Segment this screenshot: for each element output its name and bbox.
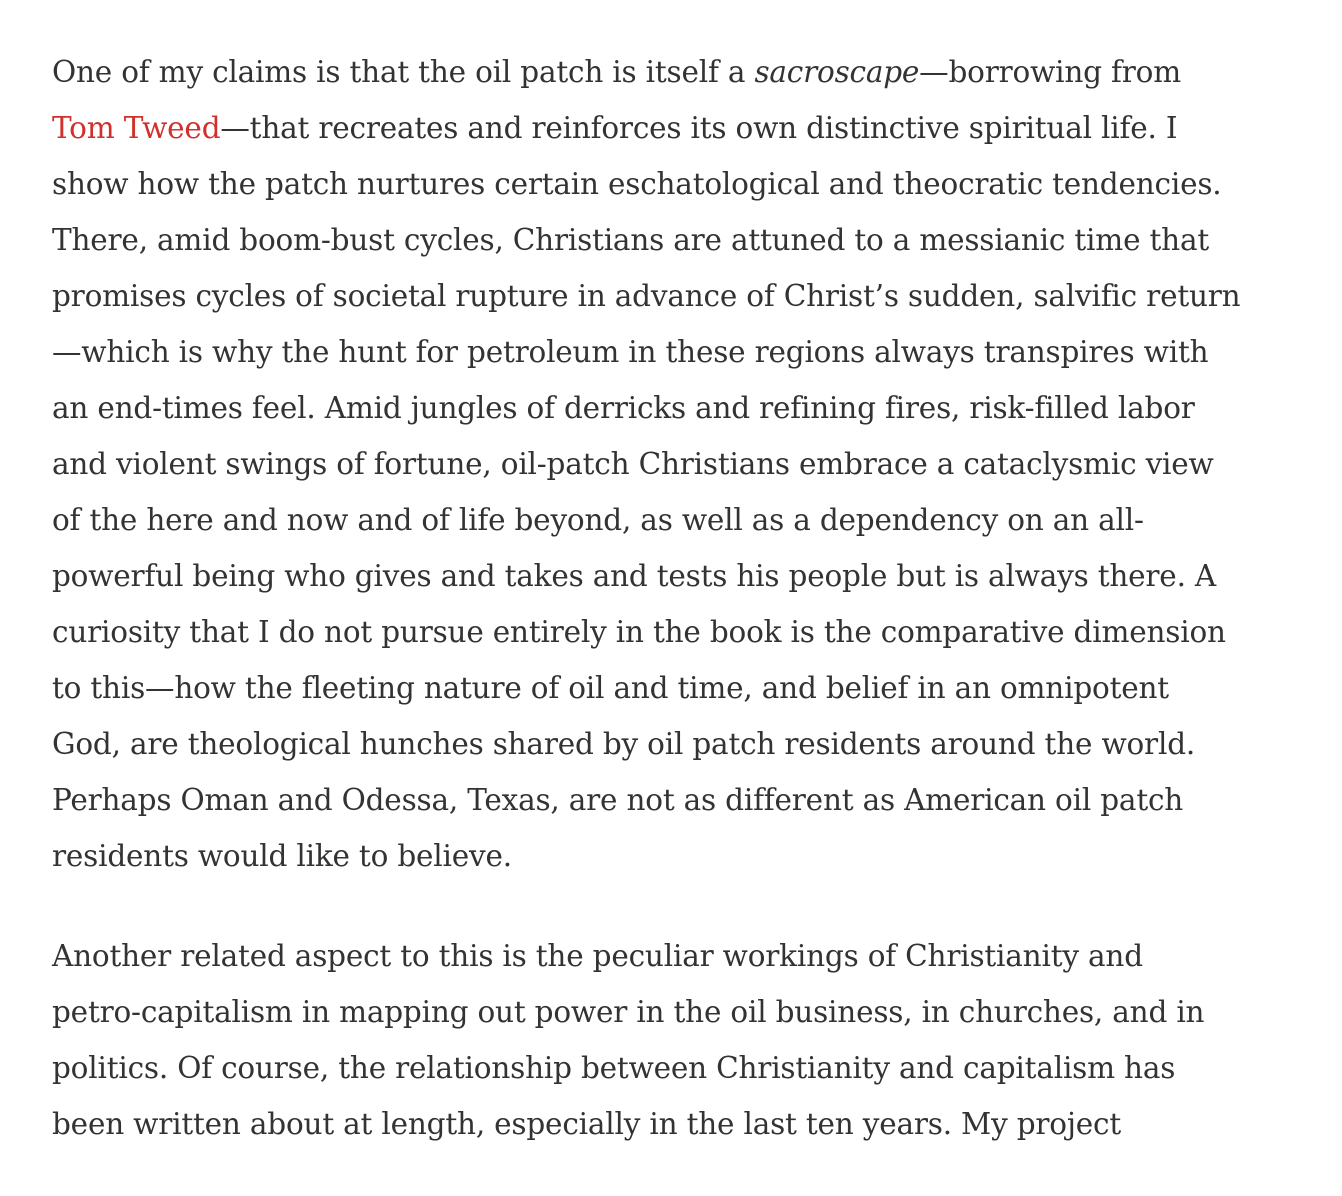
text-line: and violent swings of fortune, oil-patch Christians embrace a cataclysmic view — [52, 447, 1214, 481]
text-line: residents would like to believe. — [52, 839, 512, 873]
text-line: promises cycles of societal rupture in advance of Christ’s sudden, salvific return — [52, 279, 1241, 313]
text-line: There, amid boom-bust cycles, Christians are attuned to a messianic time that — [52, 223, 1209, 257]
text-run: One of my claims is that the oil patch is itself a — [52, 55, 755, 89]
text-run: —borrowing from — [919, 55, 1181, 89]
paragraph-petro-capitalism — [52, 928, 1320, 1152]
text-line: God, are theological hunches shared by oil patch residents around the world. — [52, 727, 1196, 761]
text-line: Another related aspect to this is the peculiar workings of Christianity and — [52, 939, 1143, 973]
text-line: politics. Of course, the relationship between Christianity and capitalism has — [52, 1051, 1176, 1085]
text-line: to this—how the fleeting nature of oil and time, and belief in an omnipotent — [52, 671, 1169, 705]
text-line: powerful being who gives and takes and tests his people but is always there. A — [52, 559, 1217, 593]
text-line — [52, 44, 1320, 100]
text-line: of the here and now and of life beyond, as well as a dependency on an all- — [52, 503, 1144, 537]
text-run: —that recreates and reinforces its own distinctive spiritual life. I — [220, 111, 1178, 145]
paragraph-sacroscape — [52, 44, 1320, 884]
text-line: been written about at length, especially in the last ten years. My project — [52, 1107, 1122, 1141]
text-line: —which is why the hunt for petroleum in these regions always transpires with — [52, 335, 1209, 369]
text-line: petro-capitalism in mapping out power in the oil business, in churches, and in — [52, 995, 1205, 1029]
text-line — [52, 100, 1320, 156]
text-line: Perhaps Oman and Odessa, Texas, are not as different as American oil patch — [52, 783, 1184, 817]
text-line: an end-times feel. Amid jungles of derricks and refining fires, risk-filled labor — [52, 391, 1195, 425]
text-line: show how the patch nurtures certain eschatological and theocratic tendencies. — [52, 167, 1222, 201]
article-body — [52, 44, 1320, 1196]
text-line: curiosity that I do not pursue entirely in the book is the comparative dimension — [52, 615, 1226, 649]
emphasis-sacroscape: sacroscape — [754, 55, 920, 89]
tom-tweed-link[interactable]: Tom Tweed — [52, 111, 221, 145]
